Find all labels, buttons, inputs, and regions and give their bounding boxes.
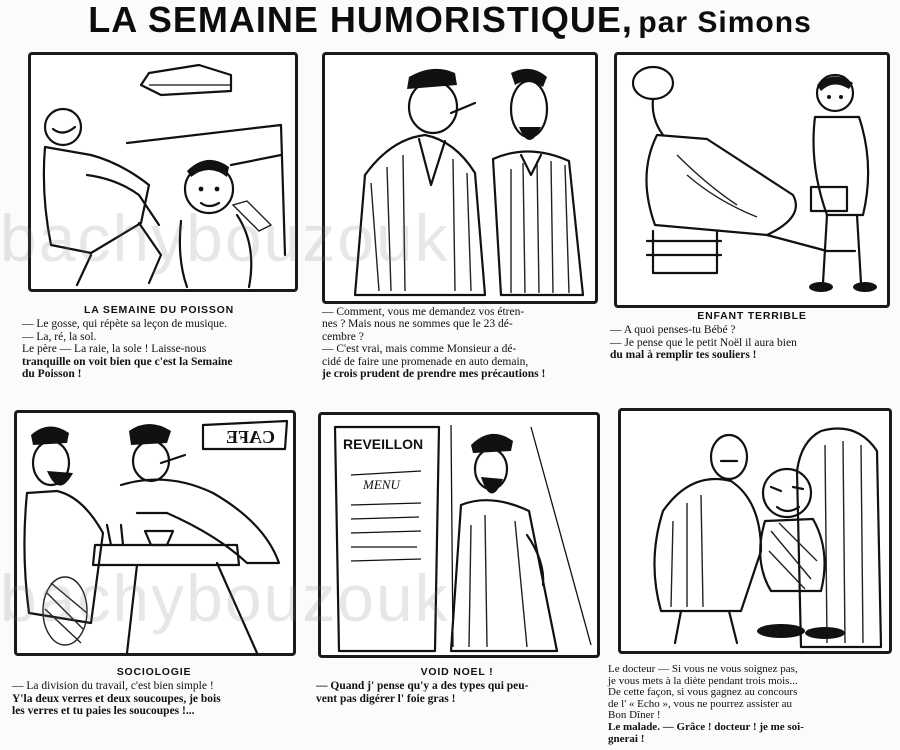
page-title-main: LA SEMAINE HUMORISTIQUE, (88, 0, 633, 40)
caption-line: Le père — La raie, la sole ! Laisse-nous (22, 343, 207, 356)
caption-line: — Quand j' pense qu'y a des types qui peu- (316, 680, 529, 693)
cartoon-panel-poisson (28, 52, 298, 292)
caption-title: VOID NOEL ! (420, 666, 494, 678)
cartoon-panel-sociologie (14, 410, 296, 656)
caption-title: SOCIOLOGIE (116, 666, 192, 678)
caption-line: — La division du travail, c'est bien simple ! (12, 680, 214, 693)
caption-line: Bon Dîner ! (608, 709, 661, 722)
reveillon-sign-text: REVEILLON (343, 436, 424, 452)
caption-line: cidé de faire une promenade en auto demain, (322, 355, 529, 368)
caption-line: — Je pense que le petit Noël il aura bien (610, 336, 797, 349)
caption-line: — Le gosse, qui répète sa leçon de musique. (22, 318, 228, 331)
cartoon-panel-voici-noel (318, 412, 600, 658)
cartoon-drawing-two-drinkers (17, 413, 293, 653)
caption-line: du Poisson ! (22, 368, 82, 381)
caption-poisson (22, 304, 296, 380)
caption-line: gnerai ! (608, 732, 645, 745)
cafe-sign-text: CAFE (226, 427, 275, 447)
caption-line: — La, ré, la sol. (22, 330, 97, 343)
caption-line: De cette façon, si vous gagnez au concours (608, 686, 798, 699)
caption-title: LA SEMAINE DU POISSON (83, 304, 234, 316)
page-title (0, 0, 900, 44)
caption-line: — C'est vrai, mais comme Monsieur a dé- (322, 343, 517, 356)
caption-etrennes (322, 306, 600, 380)
page-title-byline: par Simons (638, 6, 812, 39)
caption-line: du mal à remplir tes souliers ! (610, 349, 757, 362)
cartoon-panel-enfant-terrible (614, 52, 890, 308)
caption-sociologie (12, 666, 296, 718)
caption-enfant-terrible (610, 310, 894, 362)
caption-title: ENFANT TERRIBLE (697, 310, 807, 322)
cartoon-drawing-monsieur-and-servant (325, 55, 595, 301)
caption-voici-noel (316, 666, 598, 705)
cartoon-panel-etrennes (322, 52, 598, 304)
caption-line: — A quoi penses-tu Bébé ? (610, 324, 736, 337)
cartoon-drawing-father-and-child (31, 55, 295, 289)
caption-line: de l' « Echo », vous ne pourrez assister au (608, 697, 793, 710)
cartoon-drawing-man-at-restaurant-window (321, 415, 597, 655)
caption-line: je crois prudent de prendre mes précautions ! (322, 368, 546, 381)
menu-sign-text: MENU (363, 477, 400, 492)
caption-line: Le docteur — Si vous ne vous soignez pas, (608, 663, 798, 675)
caption-line: cembre ? (322, 330, 364, 343)
cartoon-drawing-lady-and-child (617, 55, 887, 305)
caption-line: nes ? Mais nous ne sommes que le 23 dé- (322, 318, 513, 331)
caption-line: tranquille on voit bien que c'est la Semaine (22, 355, 233, 368)
cartoon-drawing-doctor-and-patient (621, 411, 889, 651)
caption-line: les verres et tu paies les soucoupes !... (12, 705, 195, 718)
cartoon-panel-docteur (618, 408, 892, 654)
caption-line: Le malade. — Grâce ! docteur ! je me soi- (608, 720, 804, 733)
caption-docteur (608, 664, 896, 745)
caption-line: — Comment, vous me demandez vos étren- (322, 306, 525, 318)
caption-line: Y'la deux verres et deux soucoupes, je bois (12, 692, 221, 705)
caption-line: vent pas digérer l' foie gras ! (316, 692, 456, 705)
caption-line: je vous mets à la diète pendant trois mois... (608, 674, 798, 687)
